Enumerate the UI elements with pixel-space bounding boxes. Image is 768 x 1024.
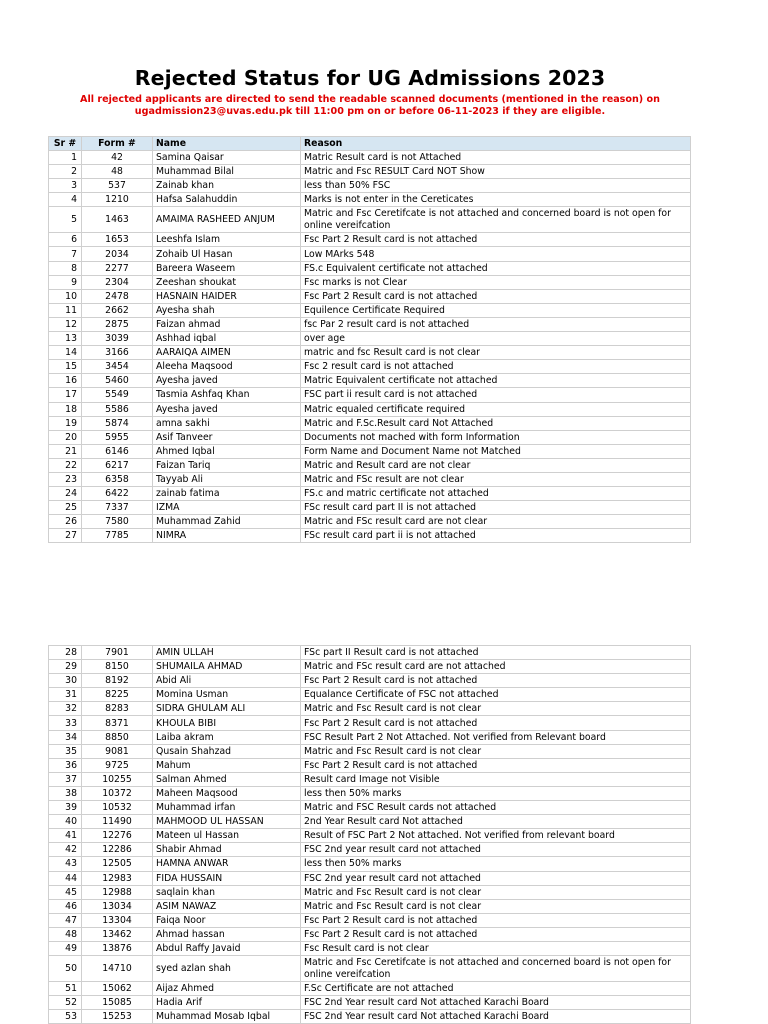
cell-sr: 17 [49,388,82,402]
table-row [49,996,691,1010]
cell-name: amna sakhi [153,416,301,430]
cell-form: 8850 [82,730,153,744]
cell-name: FIDA HUSSAIN [153,871,301,885]
cell-form: 8192 [82,674,153,688]
cell-sr: 4 [49,193,82,207]
cell-form: 5874 [82,416,153,430]
cell-form: 3454 [82,360,153,374]
cell-reason: Matric and FSc result card are not clear [301,515,691,529]
table-row [49,702,691,716]
cell-name: Muhammad irfan [153,801,301,815]
cell-name: Zeeshan shoukat [153,275,301,289]
cell-sr: 42 [49,843,82,857]
cell-form: 10372 [82,786,153,800]
cell-name: Zohaib Ul Hasan [153,247,301,261]
cell-sr: 46 [49,899,82,913]
cell-reason: less then 50% marks [301,857,691,871]
table-row [49,303,691,317]
cell-sr: 41 [49,829,82,843]
cell-name: Ashhad iqbal [153,332,301,346]
cell-reason: FSc result card part II is not attached [301,501,691,515]
table-row [49,151,691,165]
table-row [49,346,691,360]
cell-reason: FSC 2nd Year result card Not attached Karachi Board [301,1010,691,1024]
cell-reason: Matric Equivalent certificate not attached [301,374,691,388]
table-row [49,165,691,179]
cell-name: Muhammad Zahid [153,515,301,529]
table-row [49,261,691,275]
cell-reason: FS.c Equivalent certificate not attached [301,261,691,275]
cell-name: Laiba akram [153,730,301,744]
cell-sr: 32 [49,702,82,716]
table-row [49,744,691,758]
cell-name: Samina Qaisar [153,151,301,165]
table-row [49,388,691,402]
cell-form: 9725 [82,758,153,772]
cell-sr: 14 [49,346,82,360]
cell-reason: Matric and Fsc Ceretifcate is not attached and concerned board is not open for online vereifcation [301,207,691,233]
cell-sr: 44 [49,871,82,885]
cell-reason: Fsc Part 2 Result card is not attached [301,758,691,772]
table-row [49,857,691,871]
cell-name: Ahmad hassan [153,927,301,941]
table-row [49,317,691,331]
table-body [49,646,691,1024]
cell-form: 2875 [82,317,153,331]
cell-name: SHUMAILA AHMAD [153,660,301,674]
cell-reason: FSC 2nd Year result card Not attached Karachi Board [301,996,691,1010]
cell-reason: Matric and Fsc Result card is not clear [301,885,691,899]
cell-form: 1463 [82,207,153,233]
table-row [49,360,691,374]
cell-sr: 2 [49,165,82,179]
cell-reason: over age [301,332,691,346]
cell-reason: less then 50% marks [301,786,691,800]
table-row [49,289,691,303]
cell-sr: 39 [49,801,82,815]
cell-reason: fsc Par 2 result card is not attached [301,317,691,331]
cell-name: zainab fatima [153,487,301,501]
cell-sr: 20 [49,430,82,444]
cell-sr: 18 [49,402,82,416]
table-row [49,515,691,529]
cell-sr: 21 [49,444,82,458]
table-row [49,982,691,996]
cell-name: Aijaz Ahmed [153,982,301,996]
cell-form: 12286 [82,843,153,857]
cell-sr: 29 [49,660,82,674]
table-row [49,207,691,233]
cell-name: Bareera Waseem [153,261,301,275]
cell-sr: 51 [49,982,82,996]
cell-sr: 16 [49,374,82,388]
cell-sr: 12 [49,317,82,331]
cell-sr: 11 [49,303,82,317]
cell-sr: 9 [49,275,82,289]
cell-name: Muhammad Bilal [153,165,301,179]
cell-reason: Matric and FSC Result cards not attached [301,801,691,815]
cell-form: 12983 [82,871,153,885]
cell-form: 3166 [82,346,153,360]
cell-reason: FSc result card part ii is not attached [301,529,691,543]
table-header-row [49,137,691,151]
cell-reason: Matric and F.Sc.Result card Not Attached [301,416,691,430]
cell-form: 1210 [82,193,153,207]
cell-sr: 25 [49,501,82,515]
cell-name: Faizan ahmad [153,317,301,331]
cell-reason: Fsc Part 2 Result card is not attached [301,674,691,688]
cell-name: AARAIQA AIMEN [153,346,301,360]
cell-form: 10255 [82,772,153,786]
table-row [49,871,691,885]
cell-reason: Fsc Part 2 Result card is not attached [301,927,691,941]
cell-sr: 48 [49,927,82,941]
header-reason: Reason [301,137,691,151]
cell-reason: less than 50% FSC [301,179,691,193]
cell-form: 6358 [82,472,153,486]
table-row [49,660,691,674]
cell-form: 13462 [82,927,153,941]
cell-name: SIDRA GHULAM ALI [153,702,301,716]
cell-reason: Result card Image not Visible [301,772,691,786]
table-row [49,646,691,660]
cell-form: 8283 [82,702,153,716]
table-row [49,941,691,955]
table-row [49,402,691,416]
cell-sr: 35 [49,744,82,758]
table-row [49,430,691,444]
table-body [49,151,691,543]
cell-name: Zainab khan [153,179,301,193]
cell-name: Mahum [153,758,301,772]
cell-name: Hafsa Salahuddin [153,193,301,207]
table-row [49,956,691,982]
cell-form: 13304 [82,913,153,927]
table-row [49,179,691,193]
table-row [49,275,691,289]
header-name: Name [153,137,301,151]
cell-sr: 45 [49,885,82,899]
cell-reason: 2nd Year Result card Not attached [301,815,691,829]
cell-name: Ahmed Iqbal [153,444,301,458]
cell-sr: 30 [49,674,82,688]
cell-reason: Matric Result card is not Attached [301,151,691,165]
table-row [49,529,691,543]
cell-name: Mateen ul Hassan [153,829,301,843]
cell-form: 12505 [82,857,153,871]
cell-sr: 49 [49,941,82,955]
cell-form: 537 [82,179,153,193]
cell-reason: Low MArks 548 [301,247,691,261]
table-row [49,501,691,515]
cell-sr: 10 [49,289,82,303]
cell-reason: Matric and Fsc RESULT Card NOT Show [301,165,691,179]
cell-form: 15253 [82,1010,153,1024]
table-row [49,1010,691,1024]
cell-sr: 52 [49,996,82,1010]
cell-form: 6146 [82,444,153,458]
table-row [49,927,691,941]
cell-reason: Form Name and Document Name not Matched [301,444,691,458]
cell-name: Muhammad Mosab Iqbal [153,1010,301,1024]
cell-form: 15085 [82,996,153,1010]
cell-form: 6422 [82,487,153,501]
cell-name: Ayesha javed [153,402,301,416]
cell-reason: Matric equaled certificate required [301,402,691,416]
cell-form: 2034 [82,247,153,261]
cell-name: AMAIMA RASHEED ANJUM [153,207,301,233]
cell-name: HAMNA ANWAR [153,857,301,871]
cell-form: 5955 [82,430,153,444]
notice-line-1: All rejected applicants are directed to send the readable scanned documents (mentioned in the reason) on [80,94,660,105]
table-row [49,899,691,913]
cell-sr: 22 [49,458,82,472]
table-row [49,374,691,388]
cell-name: Ayesha javed [153,374,301,388]
cell-form: 6217 [82,458,153,472]
table-row [49,815,691,829]
cell-name: NIMRA [153,529,301,543]
cell-form: 5460 [82,374,153,388]
cell-form: 7337 [82,501,153,515]
cell-reason: Matric and Fsc Ceretifcate is not attached and concerned board is not open for online vereifcation [301,956,691,982]
table-row [49,472,691,486]
cell-sr: 7 [49,247,82,261]
cell-form: 7785 [82,529,153,543]
table-row [49,458,691,472]
cell-name: saqlain khan [153,885,301,899]
cell-form: 48 [82,165,153,179]
cell-reason: FS.c and matric certificate not attached [301,487,691,501]
table-row [49,885,691,899]
cell-name: IZMA [153,501,301,515]
table-row [49,758,691,772]
cell-name: HASNAIN HAIDER [153,289,301,303]
cell-sr: 37 [49,772,82,786]
cell-sr: 23 [49,472,82,486]
cell-name: Aleeha Maqsood [153,360,301,374]
table-row [49,913,691,927]
cell-name: Shabir Ahmad [153,843,301,857]
cell-sr: 8 [49,261,82,275]
cell-reason: Fsc marks is not Clear [301,275,691,289]
cell-form: 2662 [82,303,153,317]
cell-reason: Fsc Part 2 Result card is not attached [301,716,691,730]
cell-form: 15062 [82,982,153,996]
cell-reason: matric and fsc Result card is not clear [301,346,691,360]
cell-form: 7901 [82,646,153,660]
table-row [49,487,691,501]
cell-reason: Fsc Part 2 Result card is not attached [301,913,691,927]
cell-reason: Fsc Part 2 Result card is not attached [301,289,691,303]
cell-sr: 28 [49,646,82,660]
cell-form: 10532 [82,801,153,815]
cell-form: 1653 [82,233,153,247]
cell-name: KHOULA BIBI [153,716,301,730]
cell-reason: FSC Result Part 2 Not Attached. Not verified from Relevant board [301,730,691,744]
cell-sr: 34 [49,730,82,744]
cell-form: 12988 [82,885,153,899]
cell-sr: 3 [49,179,82,193]
cell-sr: 47 [49,913,82,927]
rejected-table-part-1 [48,136,691,543]
table-row [49,801,691,815]
cell-sr: 6 [49,233,82,247]
cell-form: 2478 [82,289,153,303]
cell-sr: 31 [49,688,82,702]
cell-sr: 19 [49,416,82,430]
cell-sr: 53 [49,1010,82,1024]
cell-reason: Fsc Result card is not clear [301,941,691,955]
table-row [49,247,691,261]
cell-sr: 40 [49,815,82,829]
cell-name: Abdul Raffy Javaid [153,941,301,955]
cell-reason: FSc part II Result card is not attached [301,646,691,660]
cell-reason: Equilence Certificate Required [301,303,691,317]
cell-reason: Documents not mached with form Information [301,430,691,444]
cell-sr: 43 [49,857,82,871]
cell-reason: Fsc 2 result card is not attached [301,360,691,374]
cell-reason: Matric and FSc result are not clear [301,472,691,486]
cell-name: Faiqa Noor [153,913,301,927]
header-form: Form # [82,137,153,151]
cell-form: 8225 [82,688,153,702]
cell-name: Asif Tanveer [153,430,301,444]
cell-sr: 15 [49,360,82,374]
cell-reason: Equalance Certificate of FSC not attached [301,688,691,702]
cell-reason: Matric and FSc result card are not attached [301,660,691,674]
rejected-table-part-2 [48,645,691,1024]
cell-sr: 36 [49,758,82,772]
cell-name: Faizan Tariq [153,458,301,472]
cell-name: Salman Ahmed [153,772,301,786]
table-row [49,674,691,688]
notice-line-2: ugadmission23@uvas.edu.pk till 11:00 pm on or before 06-11-2023 if they are eligible. [134,106,606,117]
cell-form: 13876 [82,941,153,955]
cell-reason: F.Sc Certificate are not attached [301,982,691,996]
table-row [49,233,691,247]
cell-name: MAHMOOD UL HASSAN [153,815,301,829]
table-row [49,730,691,744]
cell-form: 5586 [82,402,153,416]
cell-reason: Matric and Fsc Result card is not clear [301,899,691,913]
cell-reason: FSC 2nd year result card not attached [301,843,691,857]
cell-sr: 1 [49,151,82,165]
cell-name: Leeshfa Islam [153,233,301,247]
cell-form: 13034 [82,899,153,913]
table-row [49,416,691,430]
table-row [49,829,691,843]
cell-name: Momina Usman [153,688,301,702]
table-row [49,772,691,786]
cell-form: 7580 [82,515,153,529]
cell-sr: 13 [49,332,82,346]
cell-name: Qusain Shahzad [153,744,301,758]
cell-sr: 33 [49,716,82,730]
table-row [49,786,691,800]
cell-form: 11490 [82,815,153,829]
table-row [49,716,691,730]
cell-reason: FSC part ii result card is not attached [301,388,691,402]
table-row [49,193,691,207]
cell-name: Hadia Arif [153,996,301,1010]
cell-form: 3039 [82,332,153,346]
cell-form: 14710 [82,956,153,982]
cell-reason: Matric and Fsc Result card is not clear [301,702,691,716]
cell-sr: 26 [49,515,82,529]
cell-form: 9081 [82,744,153,758]
page-title: Rejected Status for UG Admissions 2023 [134,66,606,90]
table-row [49,332,691,346]
cell-form: 8371 [82,716,153,730]
cell-reason: Matric and Fsc Result card is not clear [301,744,691,758]
cell-sr: 50 [49,956,82,982]
cell-form: 42 [82,151,153,165]
cell-form: 2304 [82,275,153,289]
cell-reason: Result of FSC Part 2 Not attached. Not verified from relevant board [301,829,691,843]
cell-name: Ayesha shah [153,303,301,317]
cell-reason: FSC 2nd year result card not attached [301,871,691,885]
cell-form: 5549 [82,388,153,402]
cell-form: 8150 [82,660,153,674]
cell-name: Tasmia Ashfaq Khan [153,388,301,402]
cell-name: Abid Ali [153,674,301,688]
cell-form: 2277 [82,261,153,275]
cell-sr: 24 [49,487,82,501]
cell-form: 12276 [82,829,153,843]
cell-reason: Marks is not enter in the Cereticates [301,193,691,207]
cell-name: Tayyab Ali [153,472,301,486]
cell-name: AMIN ULLAH [153,646,301,660]
header-sr: Sr # [49,137,82,151]
cell-name: Maheen Maqsood [153,786,301,800]
cell-name: syed azlan shah [153,956,301,982]
cell-sr: 27 [49,529,82,543]
cell-reason: Fsc Part 2 Result card is not attached [301,233,691,247]
cell-reason: Matric and Result card are not clear [301,458,691,472]
cell-sr: 5 [49,207,82,233]
cell-sr: 38 [49,786,82,800]
table-row [49,843,691,857]
table-row [49,444,691,458]
table-row [49,688,691,702]
cell-name: ASIM NAWAZ [153,899,301,913]
